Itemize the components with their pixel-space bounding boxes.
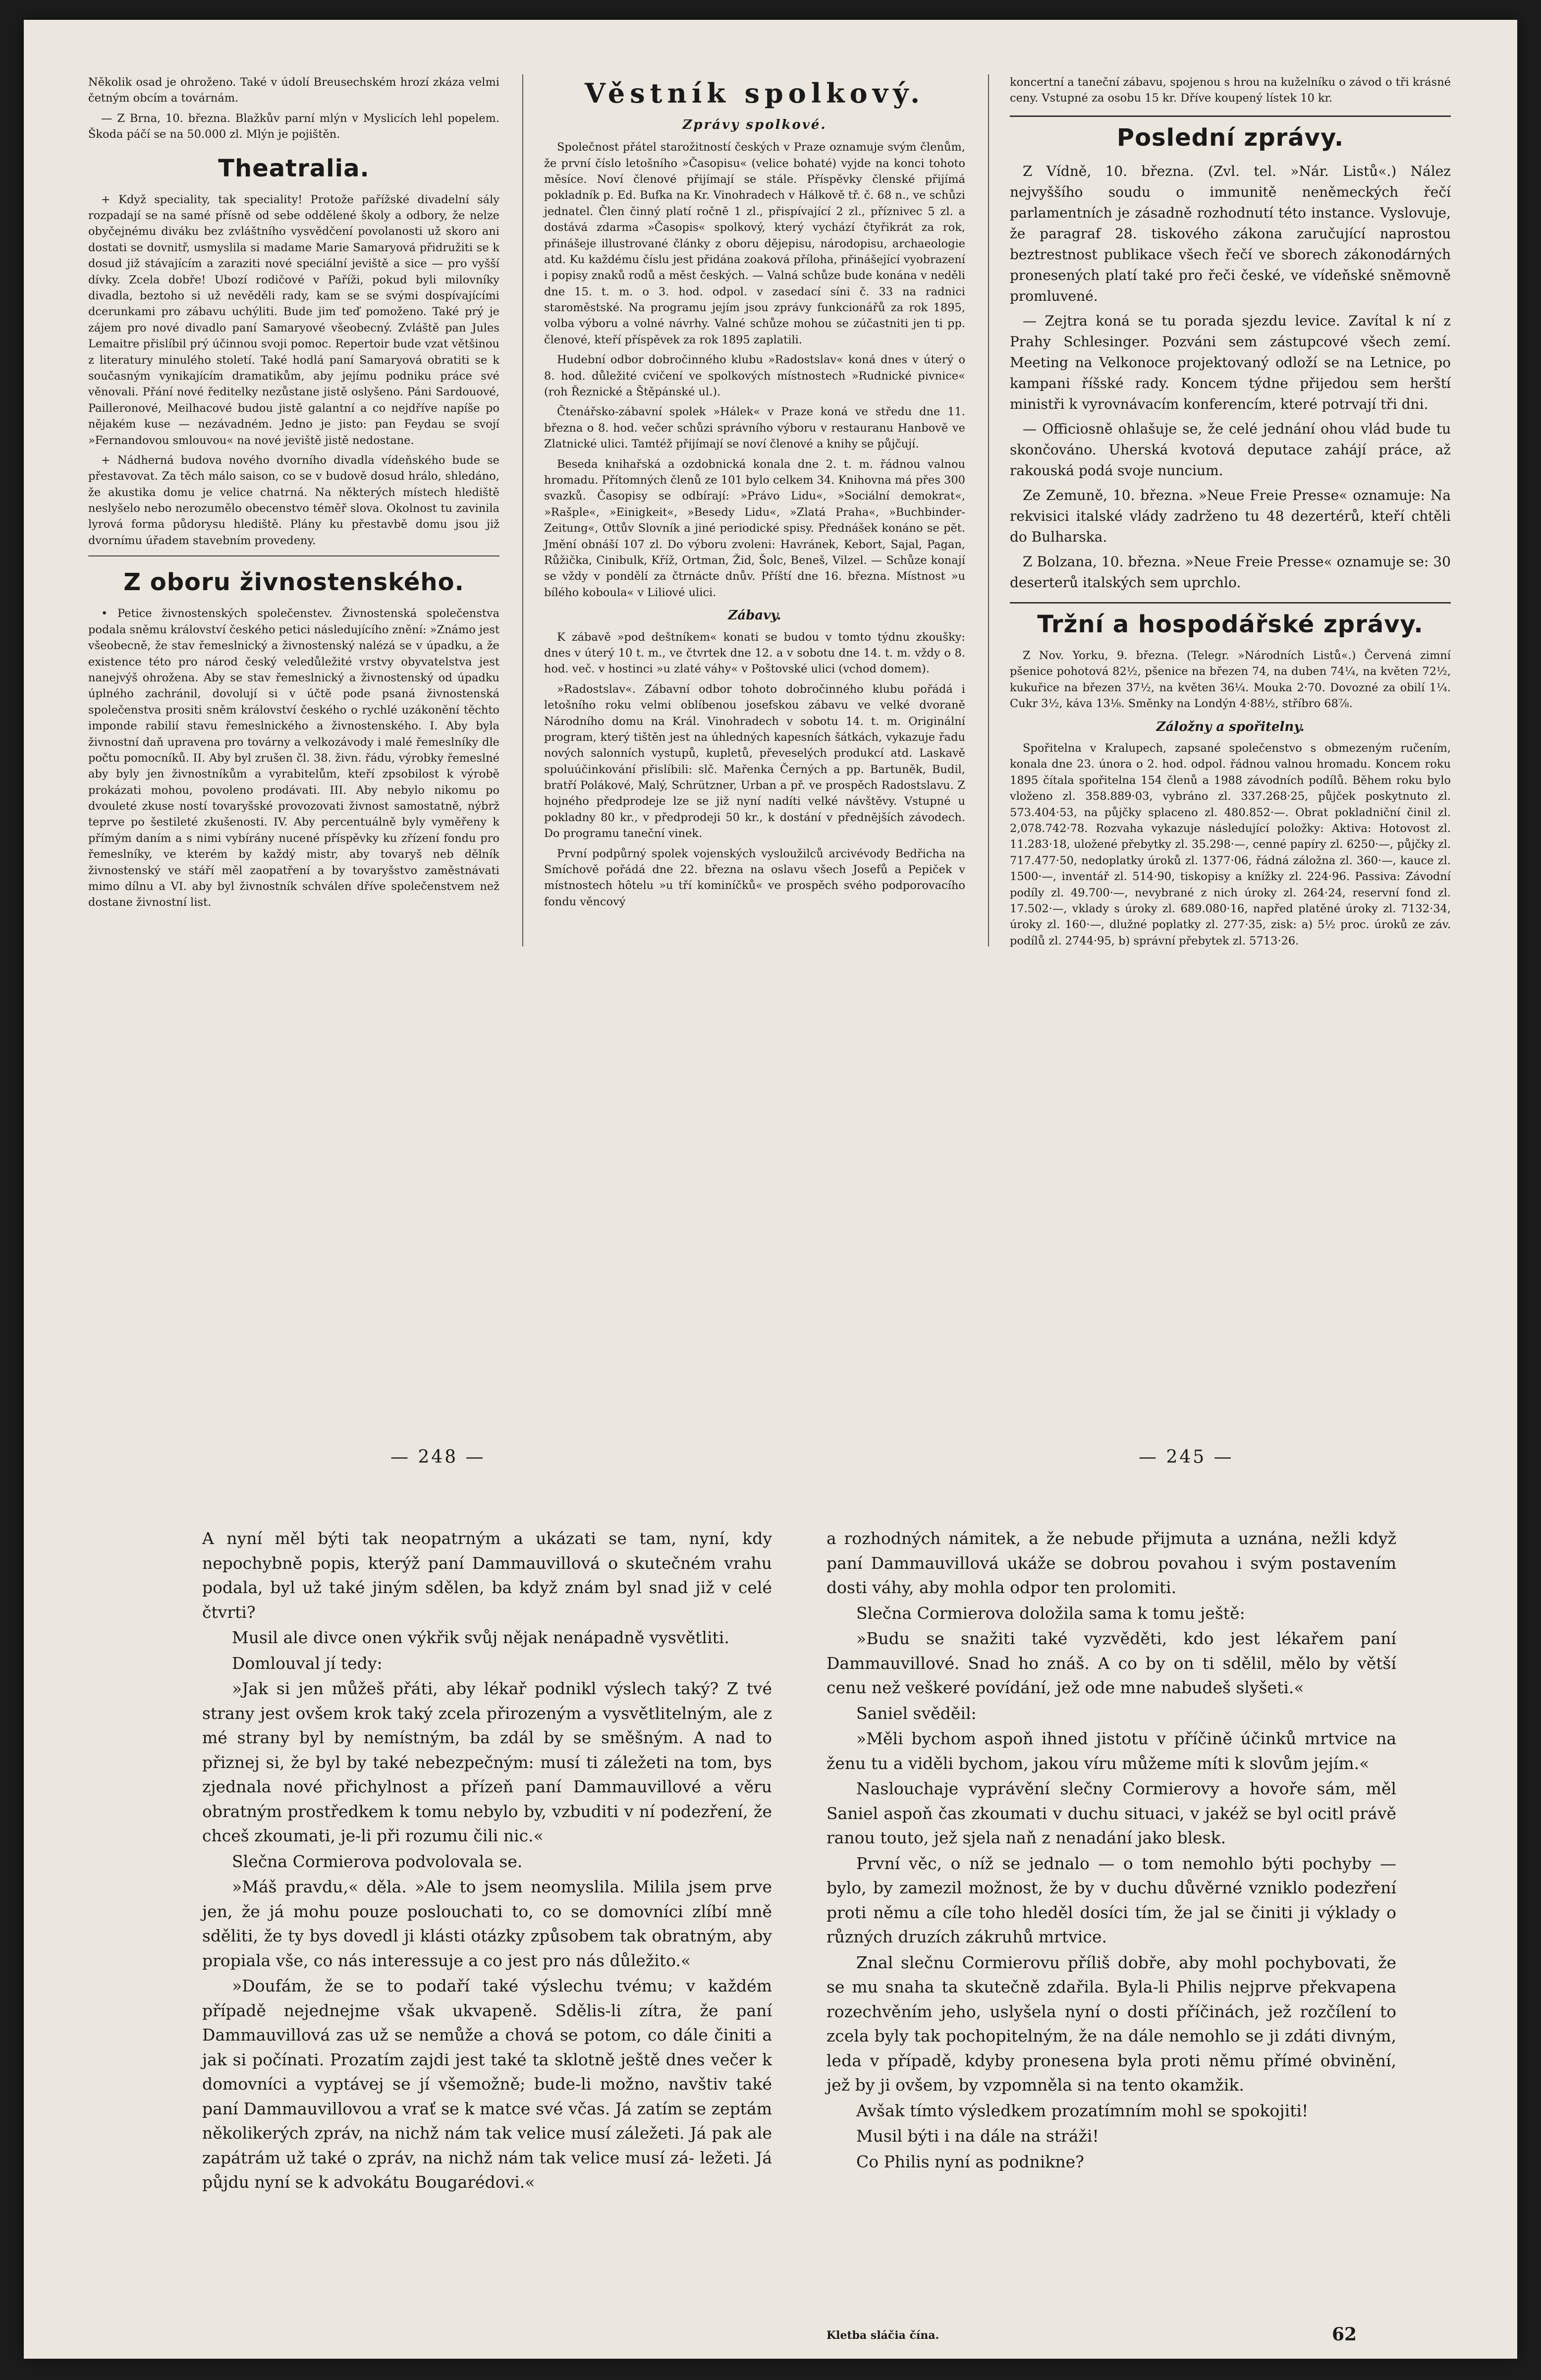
article-text: Spořitelna v Kralupech, zapsané společenstvo s obmezeným ručením, konala dne 23. února o 2. hod. odpol. řádnou valnou hromadu. Koncem roku 1895 čítala spořitelna 154 členů a 1988 závodních podílů. Během roku bylo vloženo zl. 358.889·03, vybráno zl. 337.268·25, půjček poskytnuto zl. 573.404·53, na půjčky splaceno zl. 480.852·—. Obrat pokladniční činil zl. 2,078.742·78. Rozvaha vykazuje následující položky: Aktiva: Hotovost zl. 11.283·18, uložené přebytky zl. 35.298·—, cenné papíry zl. 6250·—, půjčky zl. 717.477·50, nedoplatky úroků zl. 1377·06, řádná záložna zl. 360·—, kauce zl. 1500·—, inventář zl. 514·90, tiskopisy a knížky zl. 224·96. Passiva: Závodní podíly zl. 49.700·—, nevybrané z nich úroky zl. 264·24, reservní fond zl. 17.502·—, vklady s úroky zl. 689.080·16, napřed platěné úroky zl. 7132·34, úroky zl. 160·—, dlužné poplatky zl. 277·35, zisk: a) 5½ proc. úroků ze záv. podílů zl. 2744·95, b) správní přebytek zl. 5713·26. xyxy=(1010,742,1451,947)
divider xyxy=(88,555,499,556)
subheading: Zprávy spolkové. xyxy=(682,117,827,132)
article-text: Ze Zemuně, 10. března. »Neue Freie Presse« oznamuje: Na rekvisici italské vlády zadrženo tu 48 dezertérů, kteří chtěli do Bulharska. xyxy=(1010,487,1451,545)
article-text: + Nádherná budova nového dvorního divadla vídeňského bude se přestavovat. Za těch málo saison, co se v budově dosud hrálo, shledáno, že akustika domu je velice chatrná. Na některých místech hlediště neslyšelo nebo nerozumělo obecenstvo téměř slova. Okolnost tu zavinila lyrová forma půdorysu hlediště. Plány ku přestavbě domu jsou již dvornímu úřadem stavebním provedeny. xyxy=(88,453,499,547)
novel-paragraph: Musil ale divce onen výkřik svůj nějak nenápadně vysvětliti. xyxy=(232,1628,729,1647)
subheading: Záložny a spořitelny. xyxy=(1156,719,1305,734)
article-text: — Z Brna, 10. března. Blažkův parní mlýn v Myslicích lehl popelem. Škoda páčí se na 50.000 zl. Mlýn je pojištěn. xyxy=(88,111,499,141)
article-text: Několik osad je ohroženo. Také v údolí Breusechském hrozí zkáza velmi četným obcím a továrnám. xyxy=(88,76,499,105)
novel-paragraph: »Doufám, že se to podaří také výslechu tvému; v každém případě nejednejme však ukvapeně. Sdělis-li zítra, že paní Dammauvillová zas už se nemůže a chová se potom, co dále činiti a jak si počínati. Prozatím zajdi jest také ta sklotně ještě dnes večer k domovníci a vyptávej se jí všemožně; bude-li možno, navštiv také paní Dammauvillovou a vrať se k matce své včas. Já zatím se zeptám několikerých zpráv, na nichž nám tak velice musí záležeti. Já pak ale zapátrám už také o zpráv, na nichž nám tak velice musí zá- ležeti. Já půjdu nyní se k advokátu Bougarédovi.« xyxy=(202,1976,772,2192)
novel-page-right xyxy=(826,1526,1396,2175)
column-left xyxy=(88,74,499,915)
masthead: Věstník spolkový. xyxy=(584,77,925,109)
novel-paragraph: a rozhodných námitek, a že nebude přijmuta a uznána, nežli když paní Dammauvillová ukáže se dobrou povahou i svým postavením dosti váhy, aby mohla odpor ten prolomiti. xyxy=(826,1529,1396,1597)
novel-paragraph: Znal slečnu Cormierovu příliš dobře, aby mohl pochybovati, že se mu snaha ta skutečně zdařila. Byla-li Philis nejprve překvapena rozechvěním jeho, uslyšela nyní o dosti příčinách, jež rozčílení to zcela byly tak pochopitelným, že na dále nemohlo se ji zdáti divným, leda v případě, kdyby pronesena byla proti němu přímé obvinění, jež by ji ovšem, by vzpomněla si na tento okamžik. xyxy=(826,1952,1396,2095)
column-right xyxy=(1010,74,1451,953)
section-heading: Theatralia. xyxy=(218,154,370,182)
novel-paragraph: »Máš pravdu,« děla. »Ale to jsem neomyslila. Milila jsem prve jen, že já mohu pouze poslouchati to, co se domovníci zlíbí mně sděliti, že ty bys dovedl ji klásti otázky způsobem tak obratným, aby propiala vše, co nás interessuje a co jest pro nás důležito.« xyxy=(202,1877,772,1970)
signature-note: Kletba sláčia čína. xyxy=(826,2329,939,2342)
article-text: Společnost přátel starožitností českých v Praze oznamuje svým členům, že první číslo letošního »Časopisu« (velice bohaté) vyjde na konci tohoto měsíce. Noví členové přijímají se stále. Příspěvky členské přijímá pokladník p. Ed. Bufka na Kr. Vinohradech v Hálkově tř. č. 68 n., ve schůzi jednatel. Člen činný platí ročně 1 zl., přispívající 2 zl., příznivec 5 zl. a dostává zdarma »Časopis« spolkový, který vychází čtyřikrát za rok, přinášeje illustrované články z oboru dějepisu, národopisu, archaeologie atd. Ku každému číslu jest přidána zoaková příloha, přinášející vyobrazení i popisy znaků rodů a měst českých. — Valná schůze bude konána v neděli dne 15. t. m. o 3. hod. odpol. v zasedací síni č. 33 na radnici staroměstské. Na programu jejím jsou zprávy funkcionářů za rok 1895, volba výboru a volné návrhy. Valné schůze mohou se zúčastniti jen ti pp. členové, kteří příspěvek za rok 1895 zaplatili. xyxy=(544,141,965,346)
novel-paragraph: »Měli bychom aspoň ihned jistotu v příčině účinků mrtvice na ženu tu a viděli bychom, jakou víru můžeme míti k slovům jejím.« xyxy=(826,1729,1396,1773)
article-text: Hudební odbor dobročinného klubu »Radostslav« koná dnes v úterý o 8. hod. důležité cvičení ve spolkových místnostech »Rudnické pivnice« (roh Řeznické a Štěpánské ul.). xyxy=(544,353,965,399)
section-heading: Tržní a hospodářské zprávy. xyxy=(1010,602,1451,642)
novel-paragraph: »Budu se snažiti také vyzvěděti, kdo jest lékařem paní Dammauvillové. Snad ho znáš. A co by on ti sdělil, mělo by větší cenu než veškeré povídání, jež ode mne nabudeš slyšeti.« xyxy=(826,1629,1396,1697)
sheet-number: 62 xyxy=(1332,2324,1357,2345)
scanned-page xyxy=(24,20,1517,2359)
article-text: K zábavě »pod deštníkem« konati se budou v tomto týdnu zkoušky: dnes v úterý 10 t. m., ve čtvrtek dne 12. a v sobotu dne 14. t. m. vždy o 8. hod. več. v hostinci »u zlaté váhy« v Poštovské ulici (vchod domem). xyxy=(544,630,965,676)
novel-paragraph: Domlouval jí tedy: xyxy=(232,1653,383,1673)
article-text: Z Nov. Yorku, 9. března. (Telegr. »Národních Listů«.) Červená zimní pšenice pohotová 82½, pšenice na březen 74, na duben 74¼, na květen 72½, kukuřice na březen 37½, na květen 36¼. Mouka 2·70. Dovozné za obilí 1¼. Cukr 3½, káva 13⅛. Směnky na Londýn 4·88½, stříbro 68⅞. xyxy=(1010,649,1451,711)
novel-paragraph: Avšak tímto výsledkem prozatímním mohl se spokojiti! xyxy=(856,2101,1309,2120)
column-divider xyxy=(988,74,989,946)
page-number-right: — 245 — xyxy=(1139,1447,1234,1467)
novel-paragraph: Co Philis nyní as podnikne? xyxy=(856,2152,1084,2171)
novel-paragraph: První věc, o níž se jednalo — o tom nemohlo býti pochyby — bylo, by zamezil možnost, že by v duchu důvěrné vzniklo podezření proti němu a cíle toho hleděl dosíci tím, že jal se činiti ji výklady o různých druzích zákruhů mrtvice. xyxy=(826,1853,1396,1946)
article-text: koncertní a taneční zábavu, spojenou s hrou na kuželníku o závod o tři krásné ceny. Vstupné za osobu 15 kr. Dříve koupený lístek 10 kr. xyxy=(1010,76,1451,105)
page-number-left: — 248 — xyxy=(390,1447,486,1467)
section-heading: Z oboru živnostenského. xyxy=(123,568,464,597)
column-divider xyxy=(522,74,523,946)
article-text: »Radostslav«. Zábavní odbor tohoto dobročinného klubu pořádá i letošního roku velmi oblíbenou josefskou zábavu ve velké dvoraně Národního domu na Král. Vinohradech v sobotu 14. t. m. Originální program, který tištěn jest na úhledných kapesních šátkách, vykazuje řadu nových salonních vystupů, kupletů, převeselých produkcí atd. Laskavě spoluúčinkování přislíbili: slč. Mařenka Černých a pp. Bartuněk, Budil, bratří Polákové, Malý, Schrützner, Urban a př. ve prospěch Radostslavu. Z hojného předprodeje lze se již nyní nadíti velké návštěvy. Vstupné u pokladny 80 kr., v předprodeji 50 kr., k dostání v přednějších závodech. Do programu taneční vinek. xyxy=(544,682,965,840)
article-text: Z Bolzana, 10. března. »Neue Freie Presse« oznamuje se: 30 deserterů italských sem uprchlo. xyxy=(1010,553,1451,591)
article-text: — Officiosně ohlašuje se, že celé jednání ohou vlád bude tu skončováno. Uherská kvotová deputace zahájí práce, až rakouská podá svoje nuncium. xyxy=(1010,420,1451,479)
article-text: První podpůrný spolek vojenských vysloužilců arcivévody Bedřicha na Smíchově pořádá dne 22. března na oslavu všech Josefů a Pepiček v místnostech hôtelu »u tří kominíčků« ve prospěch svého podporovacího fondu věncový xyxy=(544,847,965,908)
novel-paragraph: Musil býti i na dále na stráži! xyxy=(856,2126,1099,2146)
novel-paragraph: Naslouchaje vyprávění slečny Cormierovy a hovoře sám, měl Saniel aspoň čas zkoumati v duchu situaci, v jakéž se byl ocitl právě ranou touto, jež sjela naň z nenadání jako blesk. xyxy=(826,1779,1396,1847)
novel-paragraph: Slečna Cormierova doložila sama k tomu ještě: xyxy=(856,1603,1245,1623)
article-text: + Když speciality, tak speciality! Protože pařížské divadelní sály rozpadají se na samé přísně od sebe oddělené školy a odbory, že nelze obyčejnému diváku bez zvláštního vysvědčení povolanosti už skoro ani dostati se dovnitř, usmyslila si madame Marie Samaryová přidružiti se k dosud již stávajícím a zaraziti nové speciální jeviště a sice — pro vyšší dívky. Zcela dobře! Ubozí rodičové v Paříži, pokud byli milovníky divadla, beztoho si už nevěděli rady, kam se se svými dospívajícími dcerunkami pro zábavu uchýliti. Bude jim teď pomoženo. Také prý je zájem pro nové divadlo paní Samaryové všeobecný. Zvláště pan Jules Lemaitre přislíbil prý účinnou svoji pomoc. Repertoir bude vzat většinou z literatury minulého století. Také hodlá paní Samaryová obratiti se k současným vynikajícím dramatikům, aby jejímu podniku práce své věnovali. Přání nové ředitelky nezůstane jistě oslyšeno. Páni Sardouové, Pailleronové, Meilhacové budou jistě galantní a co nejdříve napíše po nějakém kuse — nezávadném. Jedno je jisto: pan Feydau se svojí »Fernandovou smlouvou« na nové jeviště jistě nedostane. xyxy=(88,193,499,447)
article-text: — Zejtra koná se tu porada sjezdu levice. Zavítal k ní z Prahy Schlesinger. Pozváni sem zástupcové všech zemí. Meeting na Velkonoce projektovaný odloží se na Letnice, po kampani říšské rady. Koncem týdne přijedou sem herští ministři k vyrovnávacím konferencím, které potrvají tři dni. xyxy=(1010,312,1451,412)
newspaper-clipping xyxy=(88,74,1451,1363)
novel-paragraph: Saniel svěděil: xyxy=(856,1703,977,1723)
article-text: Čtenářsko-zábavní spolek »Hálek« v Praze koná ve středu dne 11. března o 8. hod. večer schůzi správního výboru v restauranu Hanbově ve Zlatnické ulici. Tamtéž přijímají se noví členové a knihy se půjčují. xyxy=(544,405,965,451)
article-text: Beseda knihařská a ozdobnická konala dne 2. t. m. řádnou valnou hromadu. Přítomných členů ze 101 bylo celkem 34. Knihovna má přes 300 svazků. Časopisy se odbírají: »Právo Lidu«, »Sociální demokrat«, »Rašple«, »Einigkeit«, »Besedy Lidu«, »Zlatá Praha«, »Buchbinder-Zeitung«, Ottův Slovník a jiné periodické spisy. Přednášek konáno se pět. Jmění obnáší 107 zl. Do výboru zvoleni: Havránek, Kebort, Sajal, Pagan, Růžička, Cinibulk, Kříž, Ortman, Žid, Šolc, Beneš, Vilzel. — Schůze konají se vždy v pondělí za čtrnácte dnův. Příští dne 16. března. Místnost »u bílého koboula« v Liliové ulici. xyxy=(544,457,965,599)
article-text: Z Vídně, 10. března. (Zvl. tel. »Nár. Listů«.) Nález nejvyššího soudu o immunitě neněmeckých řečí parlamentních je zásadně rozhodnutí této instance. Vyslovuje, že paragraf 28. tiskového zákona zaručující naprostou beztrestnost publikace všech řečí ve sborech zákonodárných pronesených platí také pro řeči české, ve vídeňské sněmovně promluvené. xyxy=(1010,163,1451,304)
article-text: • Petice živnostenských společenstev. Živnostenská společenstva podala sněmu království českého petici následujícího znění: »Známo jest všeobecně, že stav řemeslnický a živnostenský nalézá se v úpadku, a že existence této pro národ český veledůležité vrstvy obyvatelstva jest nanejvýš ohrožena. Aby se stav řemeslnický a živnostenský od úpadku úplného zachránil, dovolují si v účtě pode psaná živnostenská společenstva prositi sněm království českého o rychlé uzákonění těchto imponde rabilií stavu řemeslnického a živnostenského. I. Aby byla živnostní daň upravena pro továrny a velkozávody i malé řemeslníky dle počtu pomocníků. II. Aby byl zrušen čl. 38. živn. řádu, výrobky řemeslné aby byly jen živnostníkům a vyrabitelům, kteří zpsobilost k výrobě prokázati mohou, povoleno prodávati. III. Aby nebylo nikomu po dvouleté zkuse ností tovaryšské provozovati živnost samostatně, nýbrž teprve po šestileté zkušenosti. IV. Aby percentuálně byly vyměřeny k přímým daním a s nimi vybírány nucené příspěvky ku zřízení fondu pro řemeslníky, ve kterém by každý mistr, aby tovaryš neb dělník živnostenský ve stáří měl zaopatření a by tovaryšstvo zaměstnávati mimo dílnu a VI. aby byl živnostník schválen dříve společenstvem než dostane živnostní list. xyxy=(88,607,499,909)
news-block xyxy=(1010,161,1451,593)
novel-paragraph: Slečna Cormierova podvolovala se. xyxy=(232,1851,523,1871)
novel-paragraph: A nyní měl býti tak neopatrným a ukázati se tam, nyní, kdy nepochybně popis, kterýž paní Dammauvillová o skutečném vrahu podala, byl už také jiným sdělen, ba když znám byl snad již v celé čtvrti? xyxy=(202,1529,772,1622)
column-middle xyxy=(544,74,965,914)
novel-paragraph: »Jak si jen můžeš přáti, aby lékař podnikl výslech taký? Z tvé strany jest ovšem krok taký zcela přirozeným a vysvětlitelným, ale z mé strany byl by nemístným, ba zdál by se směšným. A nad to přiznej si, že byl by také nebezpečným: musí ti záležeti na tom, bys zjednala nové přichylnost a přízeň paní Dammauvillové a věru obratným prostředkem k tomu nebylo by, vzbuditi v ní podezření, že chceš zkoumati, je-li při rozumu čili nic.« xyxy=(202,1679,772,1845)
subheading: Zábavy. xyxy=(728,608,781,623)
novel-page-left xyxy=(202,1526,772,2196)
section-heading: Poslední zprávy. xyxy=(1010,115,1451,155)
